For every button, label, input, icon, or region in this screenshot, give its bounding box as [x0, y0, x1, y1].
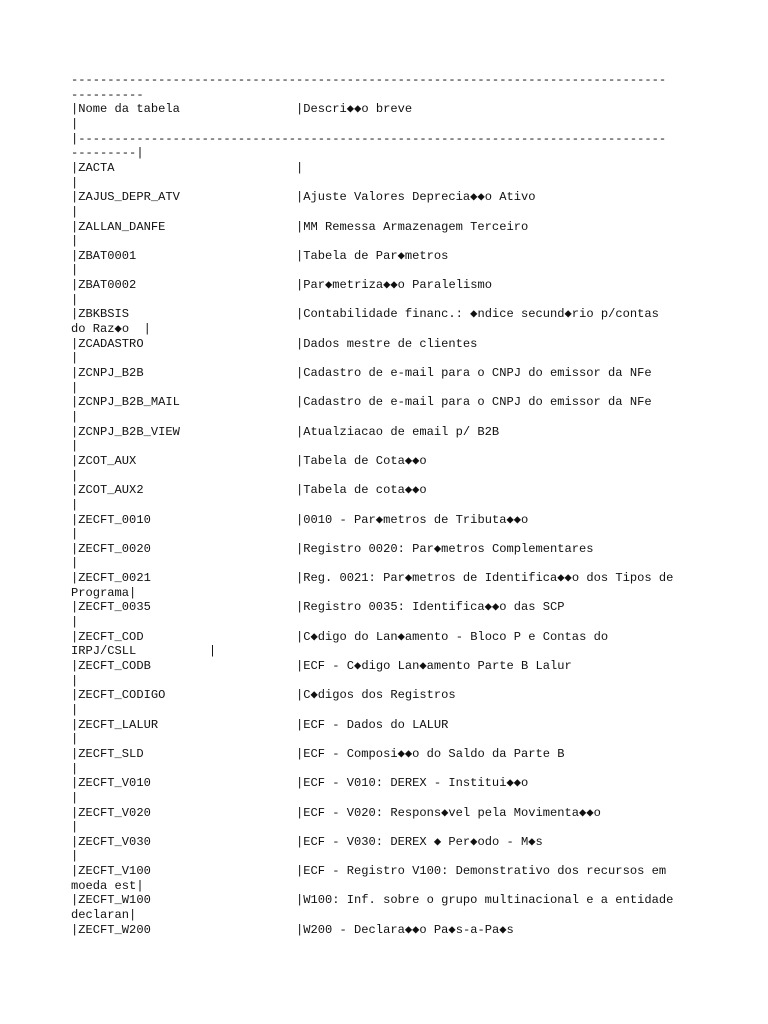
document-line: |ZCNPJ_B2B |Cadastro de e-mail para o CNPJ do emissor da NFe: [71, 366, 652, 380]
document-line: |: [71, 351, 79, 366]
document-line: |ZBKBSIS |Contabilidade financ.: ◆ndice secund◆rio p/contas: [71, 307, 659, 322]
document-line: |ZALLAN_DANFE |MM Remessa Armazenagem Terceiro: [71, 219, 529, 234]
document-line: |: [71, 175, 79, 190]
document-line: |: [71, 849, 79, 864]
document-line: |ZECFT_0020 |Registro 0020: Par◆metros Complementares: [71, 541, 594, 556]
document-line: |: [71, 497, 79, 512]
document-line: |ZAJUS_DEPR_ATV |Ajuste Valores Deprecia◆◆o Ativo: [71, 190, 536, 205]
document-line: |: [71, 234, 79, 249]
document-line: |---------------------------------------------------------------------------------: [71, 131, 667, 146]
document-line: |ZECFT_W100 |W100: Inf. sobre o grupo multinacional e a entidade: [71, 893, 674, 908]
document-line: |: [71, 204, 79, 219]
document-line: |ZECFT_LALUR |ECF - Dados do LALUR: [71, 717, 449, 732]
document-line: |ZACTA |: [71, 160, 304, 175]
document-line: |ZECFT_0010 |0010 - Par◆metros de Tributa◆◆o: [71, 512, 529, 527]
document-line: |: [71, 263, 79, 278]
document-line: |: [71, 409, 79, 424]
document-line: |ZCOT_AUX2 |Tabela de cota◆◆o: [71, 483, 427, 498]
document-line: |: [71, 673, 79, 688]
document-line: |: [71, 380, 79, 395]
document-line: |Nome da tabela |Descri◆◆o breve: [71, 102, 413, 117]
document-line: |ZBAT0001 |Tabela de Par◆metros: [71, 248, 449, 263]
document-line: |: [71, 615, 79, 630]
document-line: |ZCOT_AUX |Tabela de Cota◆◆o: [71, 453, 427, 468]
document-line: |ZECFT_V030 |ECF - V030: DEREX ◆ Per◆odo - M◆s: [71, 834, 543, 849]
document-line: |ZCADASTRO |Dados mestre de clientes: [71, 336, 478, 351]
document-line: |ZBAT0002 |Par◆metriza◆◆o Paralelismo: [71, 278, 493, 293]
document-line: |ZECFT_COD |C◆digo do Lan◆amento - Bloco P e Contas do: [71, 629, 609, 644]
document-line: |ZECFT_CODIGO |C◆digos dos Registros: [71, 688, 456, 703]
document-line: |: [71, 292, 79, 307]
document-line: |ZCNPJ_B2B_VIEW |Atualziacao de email p/ B2B: [71, 424, 500, 439]
document-line: do Raz◆o |: [71, 322, 151, 337]
document-line: moeda est|: [71, 878, 144, 893]
document-line: |ZECFT_V100 |ECF - Registro V100: Demonstrativo dos recursos em: [71, 864, 667, 879]
document-line: |: [71, 702, 79, 717]
document-line: declaran|: [71, 908, 137, 923]
document-line: |: [71, 820, 79, 835]
document-line: |: [71, 468, 79, 483]
document-line: |ZCNPJ_B2B_MAIL |Cadastro de e-mail para o CNPJ do emissor da NFe: [71, 395, 652, 410]
document-line: |ZECFT_V010 |ECF - V010: DEREX - Institui◆◆o: [71, 776, 529, 791]
document-line: |: [71, 116, 79, 131]
document-line: Programa|: [71, 585, 137, 600]
document-line: |: [71, 761, 79, 776]
document-line: |: [71, 527, 79, 542]
document-line: |ZECFT_CODB |ECF - C◆digo Lan◆amento Parte B Lalur: [71, 659, 572, 673]
document-line: ---------|: [71, 146, 144, 161]
document-line: ----------------------------------------------------------------------------------: [71, 73, 667, 87]
document-line: |ZECFT_0035 |Registro 0035: Identifica◆◆o das SCP: [71, 600, 565, 615]
document-line: |ZECFT_0021 |Reg. 0021: Par◆metros de Identifica◆◆o dos Tipos de: [71, 571, 674, 586]
document-line: |: [71, 790, 79, 805]
document-line: |ZECFT_SLD |ECF - Composi◆◆o do Saldo da Parte B: [71, 746, 565, 761]
document-line: IRPJ/CSLL |: [71, 644, 217, 659]
document-line: |: [71, 556, 79, 571]
document-line: |ZECFT_V020 |ECF - V020: Respons◆vel pela Movimenta◆◆o: [71, 805, 601, 820]
document-line: |: [71, 732, 79, 747]
document-line: ----------: [71, 87, 144, 102]
document-line: |ZECFT_W200 |W200 - Declara◆◆o Pa◆s-a-Pa◆s: [71, 922, 514, 937]
document-line: |: [71, 439, 79, 454]
